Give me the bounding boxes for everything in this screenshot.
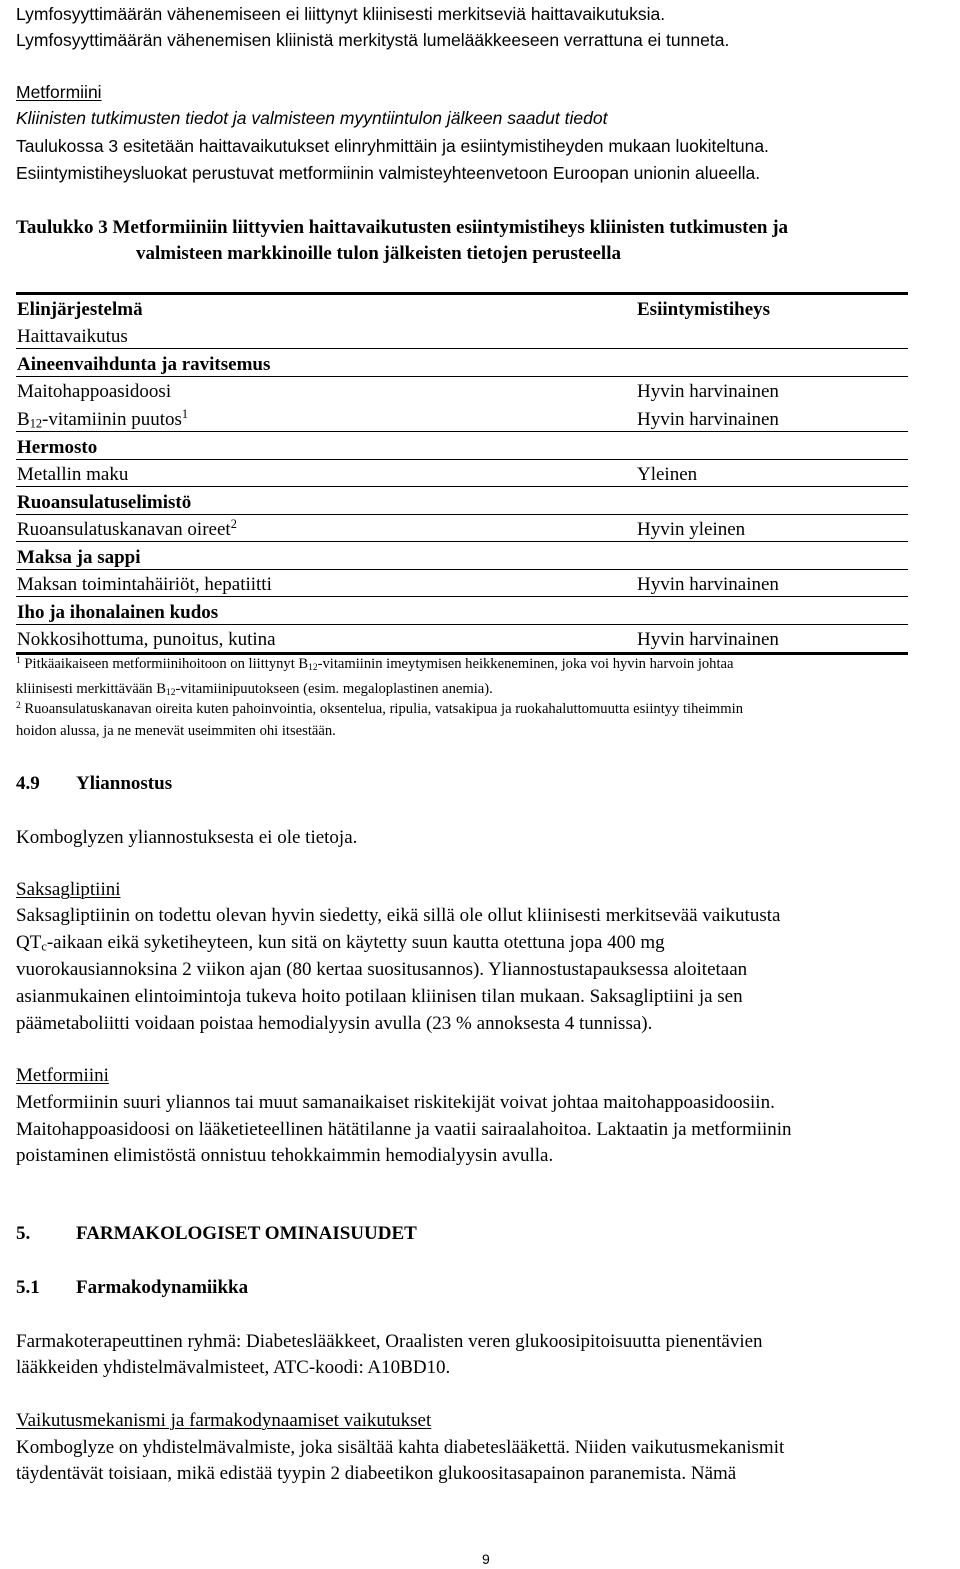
section-5-number: 5. (16, 1223, 31, 1244)
table-row-category: Aineenvaihdunta ja ravitsemus (17, 354, 271, 375)
metformin-overdose-line-3: poistaminen elimistöstä onnistuu tehokkaimmin hemodialyysin avulla. (16, 1145, 554, 1166)
section-5-title: FARMAKOLOGISET OMINAISUUDET (76, 1223, 417, 1244)
table-row-divider (16, 514, 908, 515)
footnote-2-line-2: hoidon alussa, ja ne menevät useimmiten ohi itsestään. (16, 723, 336, 739)
table-row-frequency: Hyvin yleinen (637, 519, 746, 540)
table-row-divider (16, 569, 908, 570)
table-row-label: Ruoansulatuskanavan oireet$^2$ (17, 517, 237, 540)
section-4-9-number: 4.9 (16, 773, 40, 794)
table-row-divider (16, 596, 908, 597)
sans-para-line-1: Taulukossa 3 esitetään haittavaikutukset elinryhmittäin ja esiintymistiheyden mukaan luokiteltuna. (16, 136, 769, 156)
sans-para-line-2: Esiintymistiheysluokat perustuvat metformiinin valmisteyhteenvetoon Euroopan unionin alueella. (16, 163, 761, 183)
table-top-rule (16, 292, 908, 295)
section-5-1-line-1: Farmakoterapeuttinen ryhmä: Diabeteslääkkeet, Oraalisten veren glukoosipitoisuutta pienentävien (16, 1331, 763, 1352)
clinical-subheading: Kliinisten tutkimusten tiedot ja valmisteen myyntiintulon jälkeen saadut tiedot (16, 108, 608, 128)
table-row-divider (16, 376, 908, 377)
footnote-1-line-2: kliinisesti merkittävään $B_{12}$-vitamiinipuutokseen (esim. megaloplastinen anemia). (16, 681, 493, 698)
table-row-category: Ruoansulatuselimistö (17, 492, 192, 513)
table-row-category: Hermosto (17, 437, 98, 458)
page-number: 9 (482, 1551, 490, 1567)
section-4-9-title: Yliannostus (76, 773, 173, 794)
metformin-overdose-line-2: Maitohappoasidoosi on lääketieteellinen hätätilanne ja vaatii sairaalahoitoa. Laktaatin ja metformiinin (16, 1119, 792, 1140)
table-row-category: Iho ja ihonalainen kudos (17, 602, 219, 623)
metformin-overdose-line-1: Metformiinin suuri yliannos tai muut samanaikaiset riskitekijät voivat johtaa maitohappoasidoosiin. (16, 1092, 775, 1113)
saxagliptin-line-5: päämetaboliitti voidaan poistaa hemodialyysin avulla (23 % annoksesta 4 tunnissa). (16, 1013, 653, 1034)
table-row-divider (16, 541, 908, 542)
table-caption-line-1: Taulukko 3 Metformiiniin liittyvien haittavaikutusten esiintymistiheys kliinisten tutkimusten ja (16, 217, 789, 238)
table-row-divider (16, 459, 908, 460)
table-row-frequency: Yleinen (637, 464, 698, 485)
table-row-label: Maksan toimintahäiriöt, hepatiitti (17, 574, 272, 595)
table-row-divider (16, 486, 908, 487)
mechanism-line-2: täydentävät toisiaan, mikä edistää tyypin 2 diabeetikon glukoositasapainon paranemista. Nämä (16, 1463, 737, 1484)
section-5-1-title: Farmakodynamiikka (76, 1277, 249, 1298)
table-row-divider (16, 431, 908, 432)
saxagliptin-line-3: vuorokausiannoksina 2 viikon ajan (80 kertaa suositusannos). Yliannostustapauksessa aloitetaan (16, 959, 748, 980)
metformin-heading: Metformiini (16, 82, 102, 102)
table-header-col1-sub: Haittavaikutus (17, 326, 128, 347)
table-row-label: Metallin maku (17, 464, 129, 485)
footnote-2-line-1: $^2$ Ruoansulatuskanavan oireita kuten pahoinvointia, oksentelua, ripulia, vatsakipua ja ruokahaluttomuutta esiintyy tiheimmin (16, 700, 743, 717)
table-row-frequency: Hyvin harvinainen (637, 574, 779, 595)
table-row-label: Nokkosihottuma, punoitus, kutina (17, 629, 276, 650)
intro-line-1: Lymfosyyttimäärän vähenemiseen ei liittynyt kliinisesti merkitseviä haittavaikutuksia. (16, 4, 666, 24)
table-row-frequency: Hyvin harvinainen (637, 409, 779, 430)
table-row-category: Maksa ja sappi (17, 547, 141, 568)
table-row-label: Maitohappoasidoosi (17, 381, 172, 402)
table-row-divider (16, 624, 908, 625)
table-caption-line-2: valmisteen markkinoille tulon jälkeisten tietojen perusteella (136, 243, 621, 264)
table-row-frequency: Hyvin harvinainen (637, 629, 779, 650)
section-5-1-line-2: lääkkeiden yhdistelmävalmisteet, ATC-koodi: A10BD10. (16, 1357, 451, 1378)
table-header-col1: Elinjärjestelmä (17, 299, 143, 320)
mechanism-heading: Vaikutusmekanismi ja farmakodynaamiset vaikutukset (16, 1410, 432, 1431)
saxagliptin-line-2: $QT_c$-aikaan eikä syketiheyteen, kun sitä on käytetty suun kautta otettuna jopa 400 mg (16, 932, 665, 954)
table-bottom-rule (16, 652, 908, 655)
table-header-col2: Esiintymistiheys (637, 299, 771, 320)
saxagliptin-line-1: Saksagliptiinin on todettu olevan hyvin siedetty, eikä sillä ole ollut kliinisesti merkitsevää vaikutusta (16, 905, 781, 926)
metformin-overdose-heading: Metformiini (16, 1065, 109, 1086)
table-row-divider (16, 348, 908, 349)
footnote-1-line-1: $^1$ Pitkäaikaiseen metformiinihoitoon on liittynyt $B_{12}$-vitamiinin imeytymisen heikkeneminen, joka voi hyvin harvoin johtaa (16, 655, 734, 673)
table-row-frequency: Hyvin harvinainen (637, 381, 779, 402)
saxagliptin-line-4: asianmukainen elintoimintoja tukeva hoito potilaan kliinisen tilan mukaan. Saksagliptiini ja sen (16, 986, 743, 1007)
mechanism-line-1: Komboglyze on yhdistelmävalmiste, joka sisältää kahta diabeteslääkettä. Niiden vaikutusmekanismit (16, 1437, 785, 1458)
section-5-1-number: 5.1 (16, 1277, 40, 1298)
intro-line-2: Lymfosyyttimäärän vähenemisen kliinistä merkitystä lumelääkkeeseen verrattuna ei tunneta. (16, 30, 730, 50)
saxagliptin-heading: Saksagliptiini (16, 879, 121, 900)
section-4-9-text: Komboglyzen yliannostuksesta ei ole tietoja. (16, 827, 358, 848)
table-row-label: $B_{12}$-vitamiinin puutos$^1$ (17, 407, 189, 431)
